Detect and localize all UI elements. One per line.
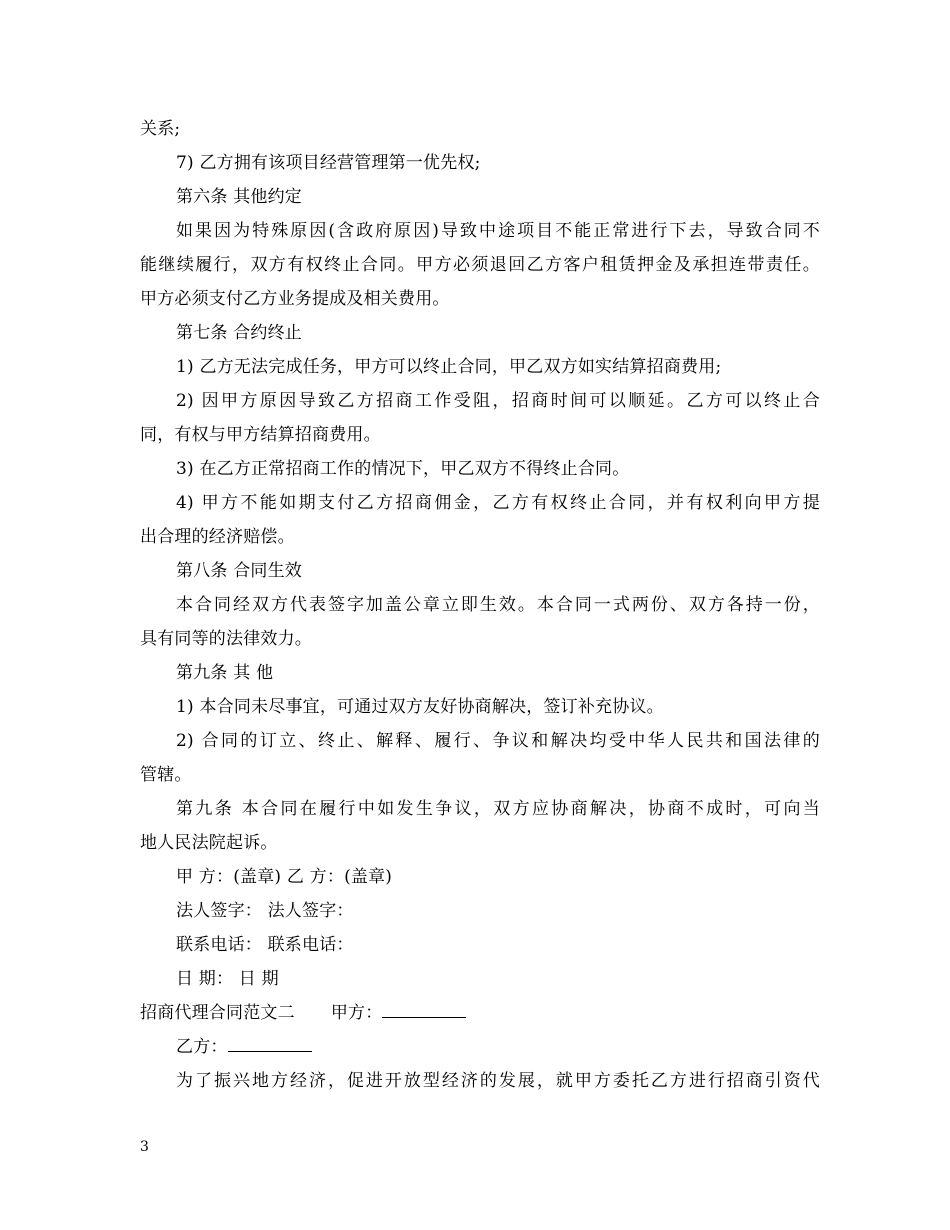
text-line: 3) 在乙方正常招商工作的情况下，甲乙双方不得终止合同。 — [176, 459, 630, 479]
party-a-label: 甲方： — [330, 1003, 383, 1023]
text-line: 关系; — [140, 119, 181, 139]
text-line: 本合同经双方代表签字加盖公章立即生效。本合同一式两份、双方各持一份， — [176, 595, 820, 615]
party-a-blank — [382, 1017, 466, 1018]
text-line: 同，有权与甲方结算招商费用。 — [140, 425, 381, 445]
text-line: 第九条 本合同在履行中如发生争议，双方应协商解决，协商不成时，可向当 — [176, 799, 820, 819]
party-b-line — [176, 1036, 820, 1058]
article-heading: 第六条 其他约定 — [176, 187, 303, 207]
text-line: 管辖。 — [140, 765, 192, 785]
article-heading: 第八条 合同生效 — [176, 561, 303, 581]
text-line: 2) 因甲方原因导致乙方招商工作受阻，招商时间可以顺延。乙方可以终止合 — [176, 391, 820, 411]
party-b-label: 乙方： — [176, 1037, 228, 1057]
text-line: 7) 乙方拥有该项目经营管理第一优先权; — [176, 153, 481, 173]
text-line: 甲方必须支付乙方业务提成及相关费用。 — [140, 289, 450, 309]
party-b-blank — [228, 1051, 312, 1052]
article-heading: 第九条 其 他 — [176, 663, 274, 683]
text-line: 出合理的经济赔偿。 — [140, 527, 295, 547]
text-line: 1) 乙方无法完成任务，甲方可以终止合同，甲乙双方如实结算招商费用; — [176, 357, 722, 377]
signature-party-line: 甲 方：(盖章) 乙 方：(盖章) — [176, 867, 393, 887]
text-line: 2) 合同的订立、终止、解释、履行、争议和解决均受中华人民共和国法律的 — [176, 731, 820, 751]
signature-date-line: 日 期： 日 期 — [176, 969, 279, 989]
text-line: 地人民法院起诉。 — [140, 833, 278, 853]
page-number: 3 — [140, 1139, 149, 1155]
article-heading: 第七条 合约终止 — [176, 323, 303, 343]
signature-legal-rep-line: 法人签字： 法人签字： — [176, 901, 354, 921]
text-line: 为了振兴地方经济，促进开放型经济的发展，就甲方委托乙方进行招商引资代 — [176, 1071, 820, 1091]
text-line: 1) 本合同未尽事宜，可通过双方友好协商解决，签订补充协议。 — [176, 697, 664, 717]
sample-two-header — [140, 1002, 820, 1024]
text-line: 具有同等的法律效力。 — [140, 629, 312, 649]
text-line: 能继续履行，双方有权终止合同。甲方必须退回乙方客户租赁押金及承担连带责任。 — [140, 255, 820, 275]
text-line: 4) 甲方不能如期支付乙方招商佣金，乙方有权终止合同，并有权利向甲方提 — [176, 493, 820, 513]
sample-two-title: 招商代理合同范文二 — [140, 1003, 295, 1023]
text-line: 如果因为特殊原因(含政府原因)导致中途项目不能正常进行下去，导致合同不 — [176, 221, 820, 241]
signature-phone-line: 联系电话： 联系电话： — [176, 935, 354, 955]
